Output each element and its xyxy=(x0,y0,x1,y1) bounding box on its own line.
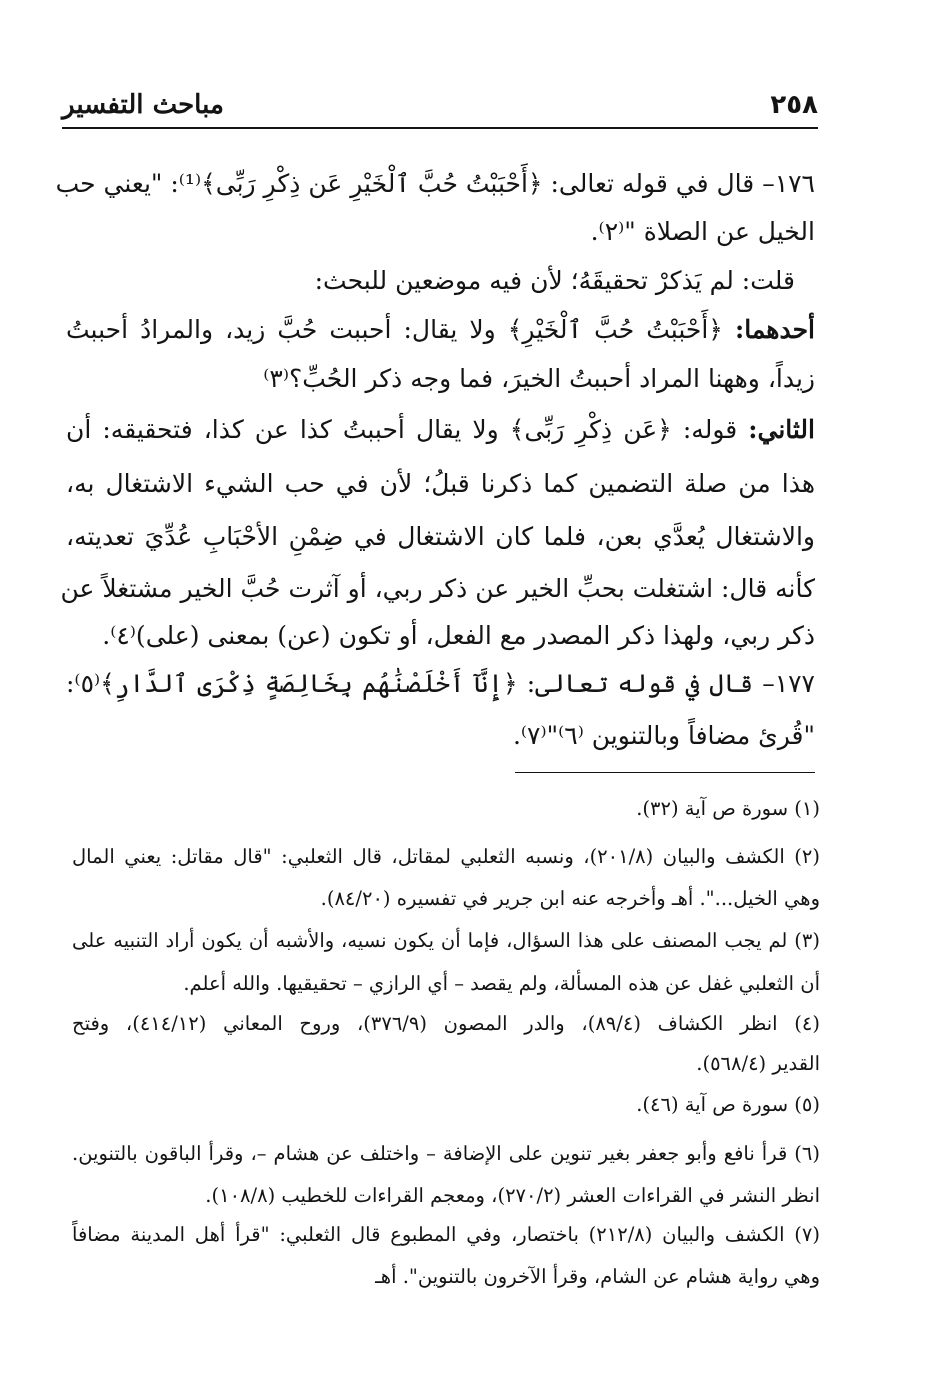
section-label: الثاني: xyxy=(748,415,815,444)
page-number: ٢٥٨ xyxy=(770,90,818,120)
text-line: كأنه قال: اشتغلت بحبِّ الخير عن ذكر ربي، أو آثرت حُبَّ الخير مشتغلاً عن xyxy=(60,574,815,603)
text-line: والاشتغال يُعدَّي بعن، فلما كان الاشتغال في ضِمْنِ الأحْبَابِ عُدِّيَ تعديته، xyxy=(66,522,815,551)
text-line: الخيل عن الصلاة "⁽٢⁾. xyxy=(590,217,815,246)
text-line: ١٧٧– قال في قوله تعالى: ﴿إِنَّآ أَخْلَصْنَٰهُم بِخَالِصَةٍ ذِكْرَى ٱلدَّارِ﴾⁽٥⁾: xyxy=(66,669,815,698)
footnote: (٥) سورة ص آية (٤٦). xyxy=(636,1093,820,1116)
running-title: مباحث التفسير xyxy=(62,90,224,120)
footnote: (٤) انظر الكشاف (٨٩/٤)، والدر المصون (٣٧٦/٩)، وروح المعاني (٤١٤/١٢)، وفتح xyxy=(72,1012,820,1035)
footnote-cont: القدير (٥٦٨/٤). xyxy=(696,1052,820,1075)
footnote-separator xyxy=(515,772,815,773)
text-line xyxy=(66,406,815,454)
section-label: أحدهما: xyxy=(734,315,815,344)
header-rule xyxy=(62,127,818,129)
footnote: (٢) الكشف والبيان (٢٠١/٨)، ونسبه الثعلبي لمقاتل، قال الثعلبي: "قال مقاتل: يعني المال xyxy=(72,845,820,868)
text-line: "قُرئ مضافاً وبالتنوين ⁽٦⁾"⁽٧⁾. xyxy=(512,721,815,750)
footnote: (١) سورة ص آية (٣٢). xyxy=(636,797,820,820)
text-line: زيداً، وههنا المراد أحببتُ الخيرَ، فما وجه ذكر الحُبِّ؟⁽٣⁾ xyxy=(263,364,815,393)
text-line: ١٧٦– قال في قوله تعالى: ﴿أَحْبَبْتُ حُبَّ ٱلْخَيْرِ عَن ذِكْرِ رَبِّى﴾⁽¹⁾: "يعني حب xyxy=(55,169,815,198)
text-line: قلت: لم يَذكرْ تحقيقَهُ؛ لأن فيه موضعين للبحث: xyxy=(314,266,795,295)
text-line: هذا من صلة التضمين كما ذكرنا قبلُ؛ لأن في حب الشيء الاشتغال به، xyxy=(66,469,815,498)
footnote: (٣) لم يجب المصنف على هذا السؤال، فإما أن يكون نسيه، والأشبه أن يكون أراد التنبيه على xyxy=(72,929,820,952)
footnote: (٧) الكشف والبيان (٢١٢/٨) باختصار، وفي المطبوع قال الثعلبي: "قرأ أهل المدينة مضافاً xyxy=(72,1223,820,1246)
text-span: قوله: ﴿عَن ذِكْرِ رَبِّى﴾ ولا يقال أحببتُ كذا عن كذا، فتحقيقه: أن xyxy=(66,415,749,444)
text-line xyxy=(66,306,815,354)
footnote-cont: وهي رواية هشام عن الشام، وقرأ الآخرون بالتنوين". أهـ xyxy=(375,1265,820,1288)
footnote-cont: وهي الخيل...". أهـ وأخرجه عنه ابن جرير في تفسيره (٨٤/٢٠). xyxy=(320,887,820,910)
footnote: (٦) قرأ نافع وأبو جعفر بغير تنوين على الإضافة – واختلف عن هشام –، وقرأ الباقون بالتنوين. xyxy=(72,1142,820,1165)
page-header xyxy=(62,86,818,128)
text-span: ﴿أَحْبَبْتُ حُبَّ ٱلْخَيْرِ﴾ ولا يقال: أحببت حُبَّ زيد، والمرادُ أحببتُ xyxy=(66,315,735,344)
text-line: ذكر ربي، ولهذا ذكر المصدر مع الفعل، أو تكون (عن) بمعنى (على)⁽٤⁾. xyxy=(102,621,815,650)
footnote-cont: أن الثعلبي غفل عن هذه المسألة، ولم يقصد – أي الرازي – تحقيقيها. والله أعلم. xyxy=(183,972,820,995)
footnote-cont: انظر النشر في القراءات العشر (٢٧٠/٢)، ومعجم القراءات للخطيب (١٠٨/٨). xyxy=(205,1184,820,1207)
